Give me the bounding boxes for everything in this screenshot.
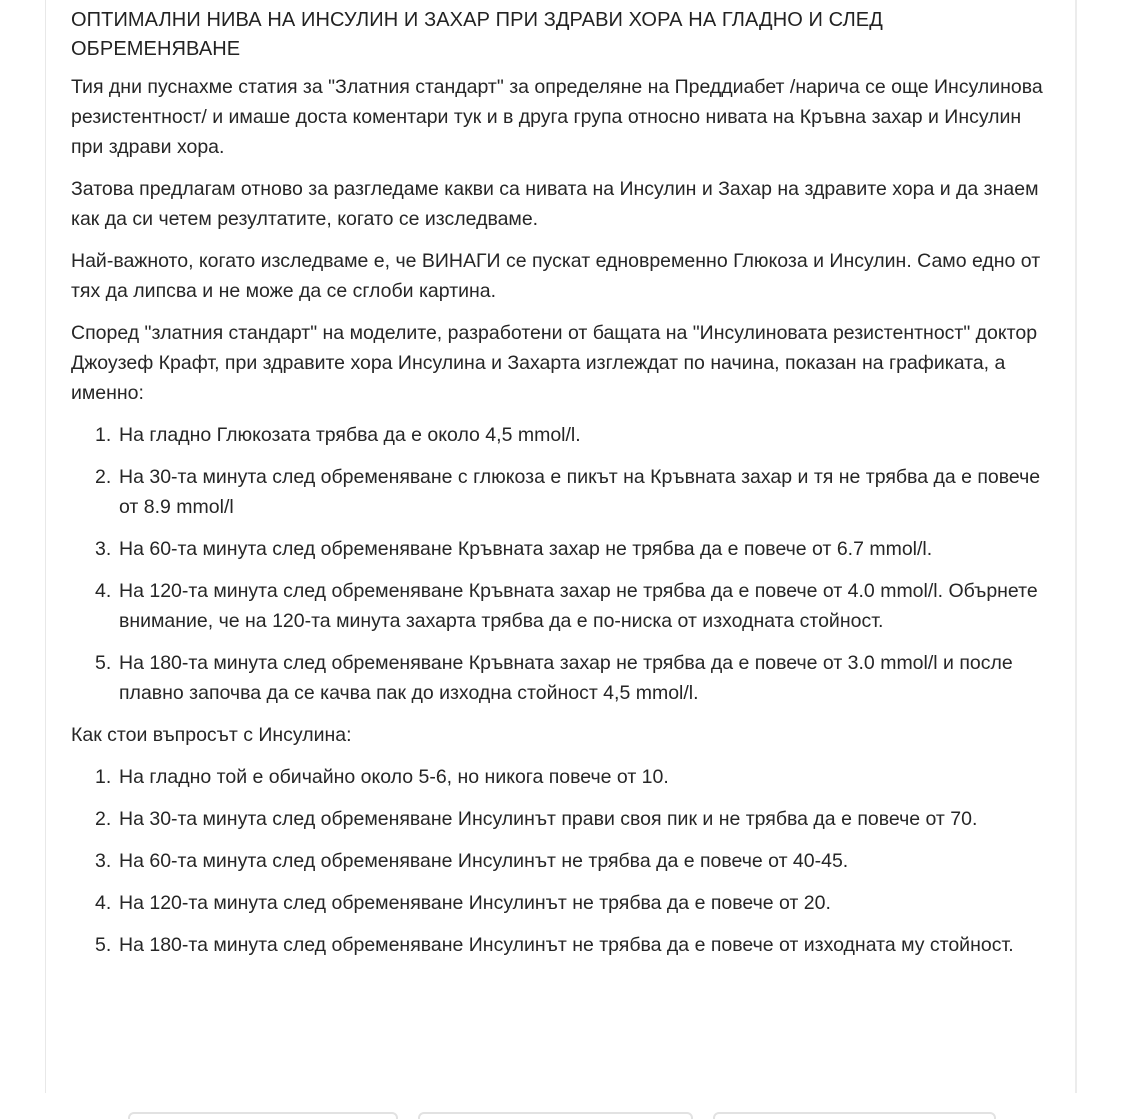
list-item: 4. На 120-та минута след обременяване Инсулинът не трябва да е повече от 20.	[95, 892, 831, 914]
insulin-heading: Как стои въпросът с Инсулина:	[71, 724, 352, 746]
list-item: 5. На 180-та минута след обременяване Инсулинът не трябва да е повече от изходната му стойност.	[95, 934, 1014, 956]
list-item: 5. На 180-та минута след обременяване Кръвната захар не трябва да е повече от 3.0 mmol/l и после плавно започва да се качва пак до изходна стойност 4,5 mmol/l.	[95, 652, 1013, 704]
list-item: 4. На 120-та минута след обременяване Кръвната захар не трябва да е повече от 4.0 mmol/l. Обърнете внимание, че на 120-та минута захарта трябва да е по-ниска от изходната стойност.	[95, 580, 1038, 632]
post-card	[45, 0, 1077, 1093]
bottom-action-bar	[0, 1112, 1125, 1119]
post-title: ОПТИМАЛНИ НИВА НА ИНСУЛИН И ЗАХАР ПРИ ЗДРАВИ ХОРА НА ГЛАДНО И СЛЕД ОБРЕМЕНЯВАНЕ	[71, 9, 883, 60]
list-item: 1. На гладно Глюкозата трябва да е около 4,5 mmol/l.	[95, 424, 581, 446]
important-paragraph: Най-важното, когато изследваме е, че ВИНАГИ се пускат едновременно Глюкоза и Инсулин. Само едно от тях да липсва и не може да се сглоби картина.	[71, 250, 1041, 302]
gold-standard-paragraph: Според "златния стандарт" на моделите, разработени от бащата на "Инсулиновата резистентност" доктор Джоузеф Крафт, при здравите хора Инсулина и Захарта изглеждат по начина, показан на графиката, а именно:	[71, 322, 1038, 404]
action-button-3[interactable]	[713, 1112, 996, 1119]
insulin-list	[71, 762, 1050, 960]
proposal-paragraph: Затова предлагам отново за разгледаме какви са нивата на Инсулин и Захар на здравите хора и да знаем как да си четем резултатите, когато се изследваме.	[71, 178, 1039, 230]
list-item: 2. На 30-та минута след обременяване Инсулинът прави своя пик и не трябва да е повече от 70.	[95, 808, 978, 830]
action-button-2[interactable]	[418, 1112, 693, 1119]
intro-paragraph: Тия дни пуснахме статия за "Златния стандарт" за определяне на Преддиабет /нарича се още Инсулинова резистентност/ и имаше доста коментари тук и в друга група относно нивата на Кръвна захар и Инсулин при здрави хора.	[71, 76, 1043, 158]
list-item: 3. На 60-та минута след обременяване Кръвната захар не трябва да е повече от 6.7 mmol/l.	[95, 538, 933, 560]
action-button-1[interactable]	[128, 1112, 398, 1119]
list-item: 2. На 30-та минута след обременяване с глюкоза е пикът на Кръвната захар и тя не трябва да е повече от 8.9 mmol/l	[95, 466, 1041, 518]
list-item: 1. На гладно той е обичайно около 5-6, но никога повече от 10.	[95, 766, 669, 788]
glucose-list	[71, 420, 1050, 708]
list-item: 3. На 60-та минута след обременяване Инсулинът не трябва да е повече от 40-45.	[95, 850, 849, 872]
